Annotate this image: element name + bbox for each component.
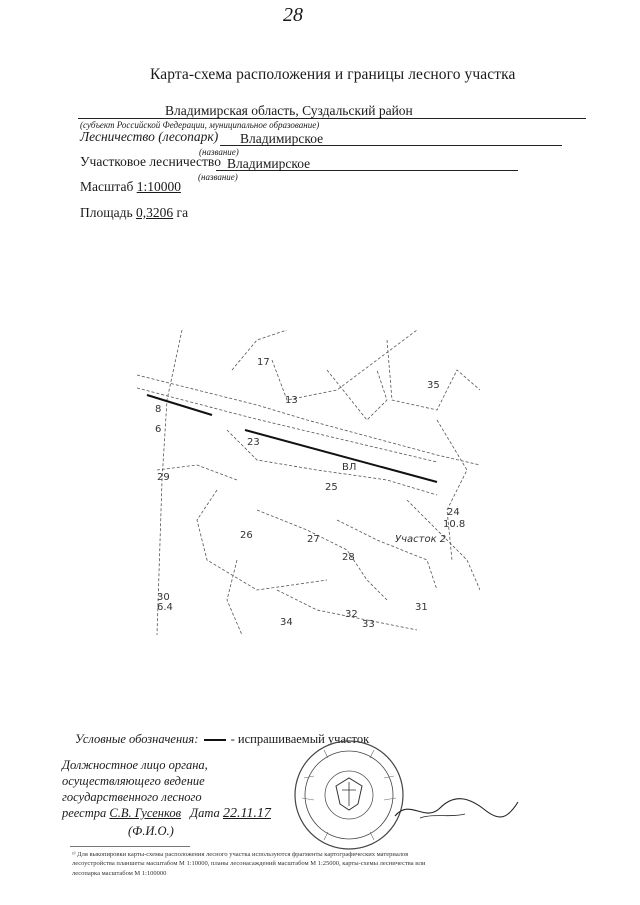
area-value: 0,3206 <box>136 205 174 220</box>
area-unit: га <box>176 205 189 220</box>
map-label: Участок 2 <box>395 534 447 545</box>
map-label: 27 <box>307 534 320 545</box>
district-label: Участковое лесничество <box>80 154 221 169</box>
handwritten-signature <box>390 788 520 828</box>
map-label: 35 <box>427 380 440 391</box>
region-hint: (субъект Российской Федерации, муниципальное образование) <box>80 120 320 130</box>
map-labels <box>155 357 465 630</box>
footnote-divider <box>70 846 190 847</box>
footnote-line-1: ¹⁾ Для выкопировки карты-схемы расположения лесного участка используются фрагменты картографических материалов <box>72 851 409 858</box>
map-label: 31 <box>415 602 428 613</box>
official-date: 22.11.17 <box>222 806 271 821</box>
map-label: 25 <box>325 482 338 493</box>
map-label: 30 <box>157 592 170 603</box>
legend-text: - испрашиваемый участок <box>230 732 370 746</box>
map-label: 13 <box>285 395 298 406</box>
page-title: Карта-схема расположения и границы лесного участка <box>150 66 516 83</box>
forestry-value: Владимирское <box>240 131 324 146</box>
scale-label: Масштаб <box>80 179 134 194</box>
official-line-3: государственного лесного <box>62 790 202 804</box>
map-label: 10.8 <box>443 519 466 530</box>
official-line-1: Должностное лицо органа, <box>62 758 208 772</box>
region-value: Владимирская область, Суздальский район <box>165 103 413 118</box>
official-name: С.В. Гусенков <box>109 806 182 820</box>
official-date-label: Дата <box>190 806 220 820</box>
map-label: 29 <box>157 472 170 483</box>
forestry-label: Лесничество (лесопарк) <box>80 129 219 144</box>
map-label: 26 <box>240 530 253 541</box>
requested-plot-lines <box>147 395 437 482</box>
map-label: 6.4 <box>157 602 173 613</box>
scale-row <box>80 179 181 195</box>
official-registry-label: реестра <box>62 806 107 820</box>
footnote-line-2: лесоустройства планшеты масштабом М 1:10000, планы лесонасаждений масштабом М 1:25000, карты-схемы лесничества или <box>72 860 426 867</box>
official-line-2: осуществляющего ведение <box>62 774 205 788</box>
page-number: 28 <box>283 4 303 26</box>
map-label: 23 <box>247 437 260 448</box>
district-hint: (название) <box>198 172 238 182</box>
map-label: 6 <box>155 424 162 435</box>
map-label: 24 <box>447 507 460 518</box>
map-label: 33 <box>362 619 375 630</box>
map-label: 32 <box>345 609 358 620</box>
official-line-4 <box>62 806 271 822</box>
forest-map <box>137 330 480 635</box>
forestry-hint: (название) <box>199 147 239 157</box>
map-label: 8 <box>155 404 162 415</box>
district-value: Владимирское <box>227 156 311 171</box>
map-label: 17 <box>257 357 270 368</box>
legend-label: Условные обозначения: <box>75 732 199 746</box>
map-label: ВЛ <box>342 462 357 473</box>
area-label: Площадь <box>80 205 133 220</box>
map-label: 28 <box>342 552 355 563</box>
footnote-line-3: лесопарка масштабом М 1:100000 <box>72 870 167 877</box>
scale-value: 1:10000 <box>136 179 181 194</box>
map-label: 34 <box>280 617 293 628</box>
legend-line-sample <box>204 739 226 741</box>
map-boundaries <box>137 330 480 635</box>
official-fio-hint: (Ф.И.О.) <box>128 824 174 838</box>
area-row <box>80 205 188 221</box>
